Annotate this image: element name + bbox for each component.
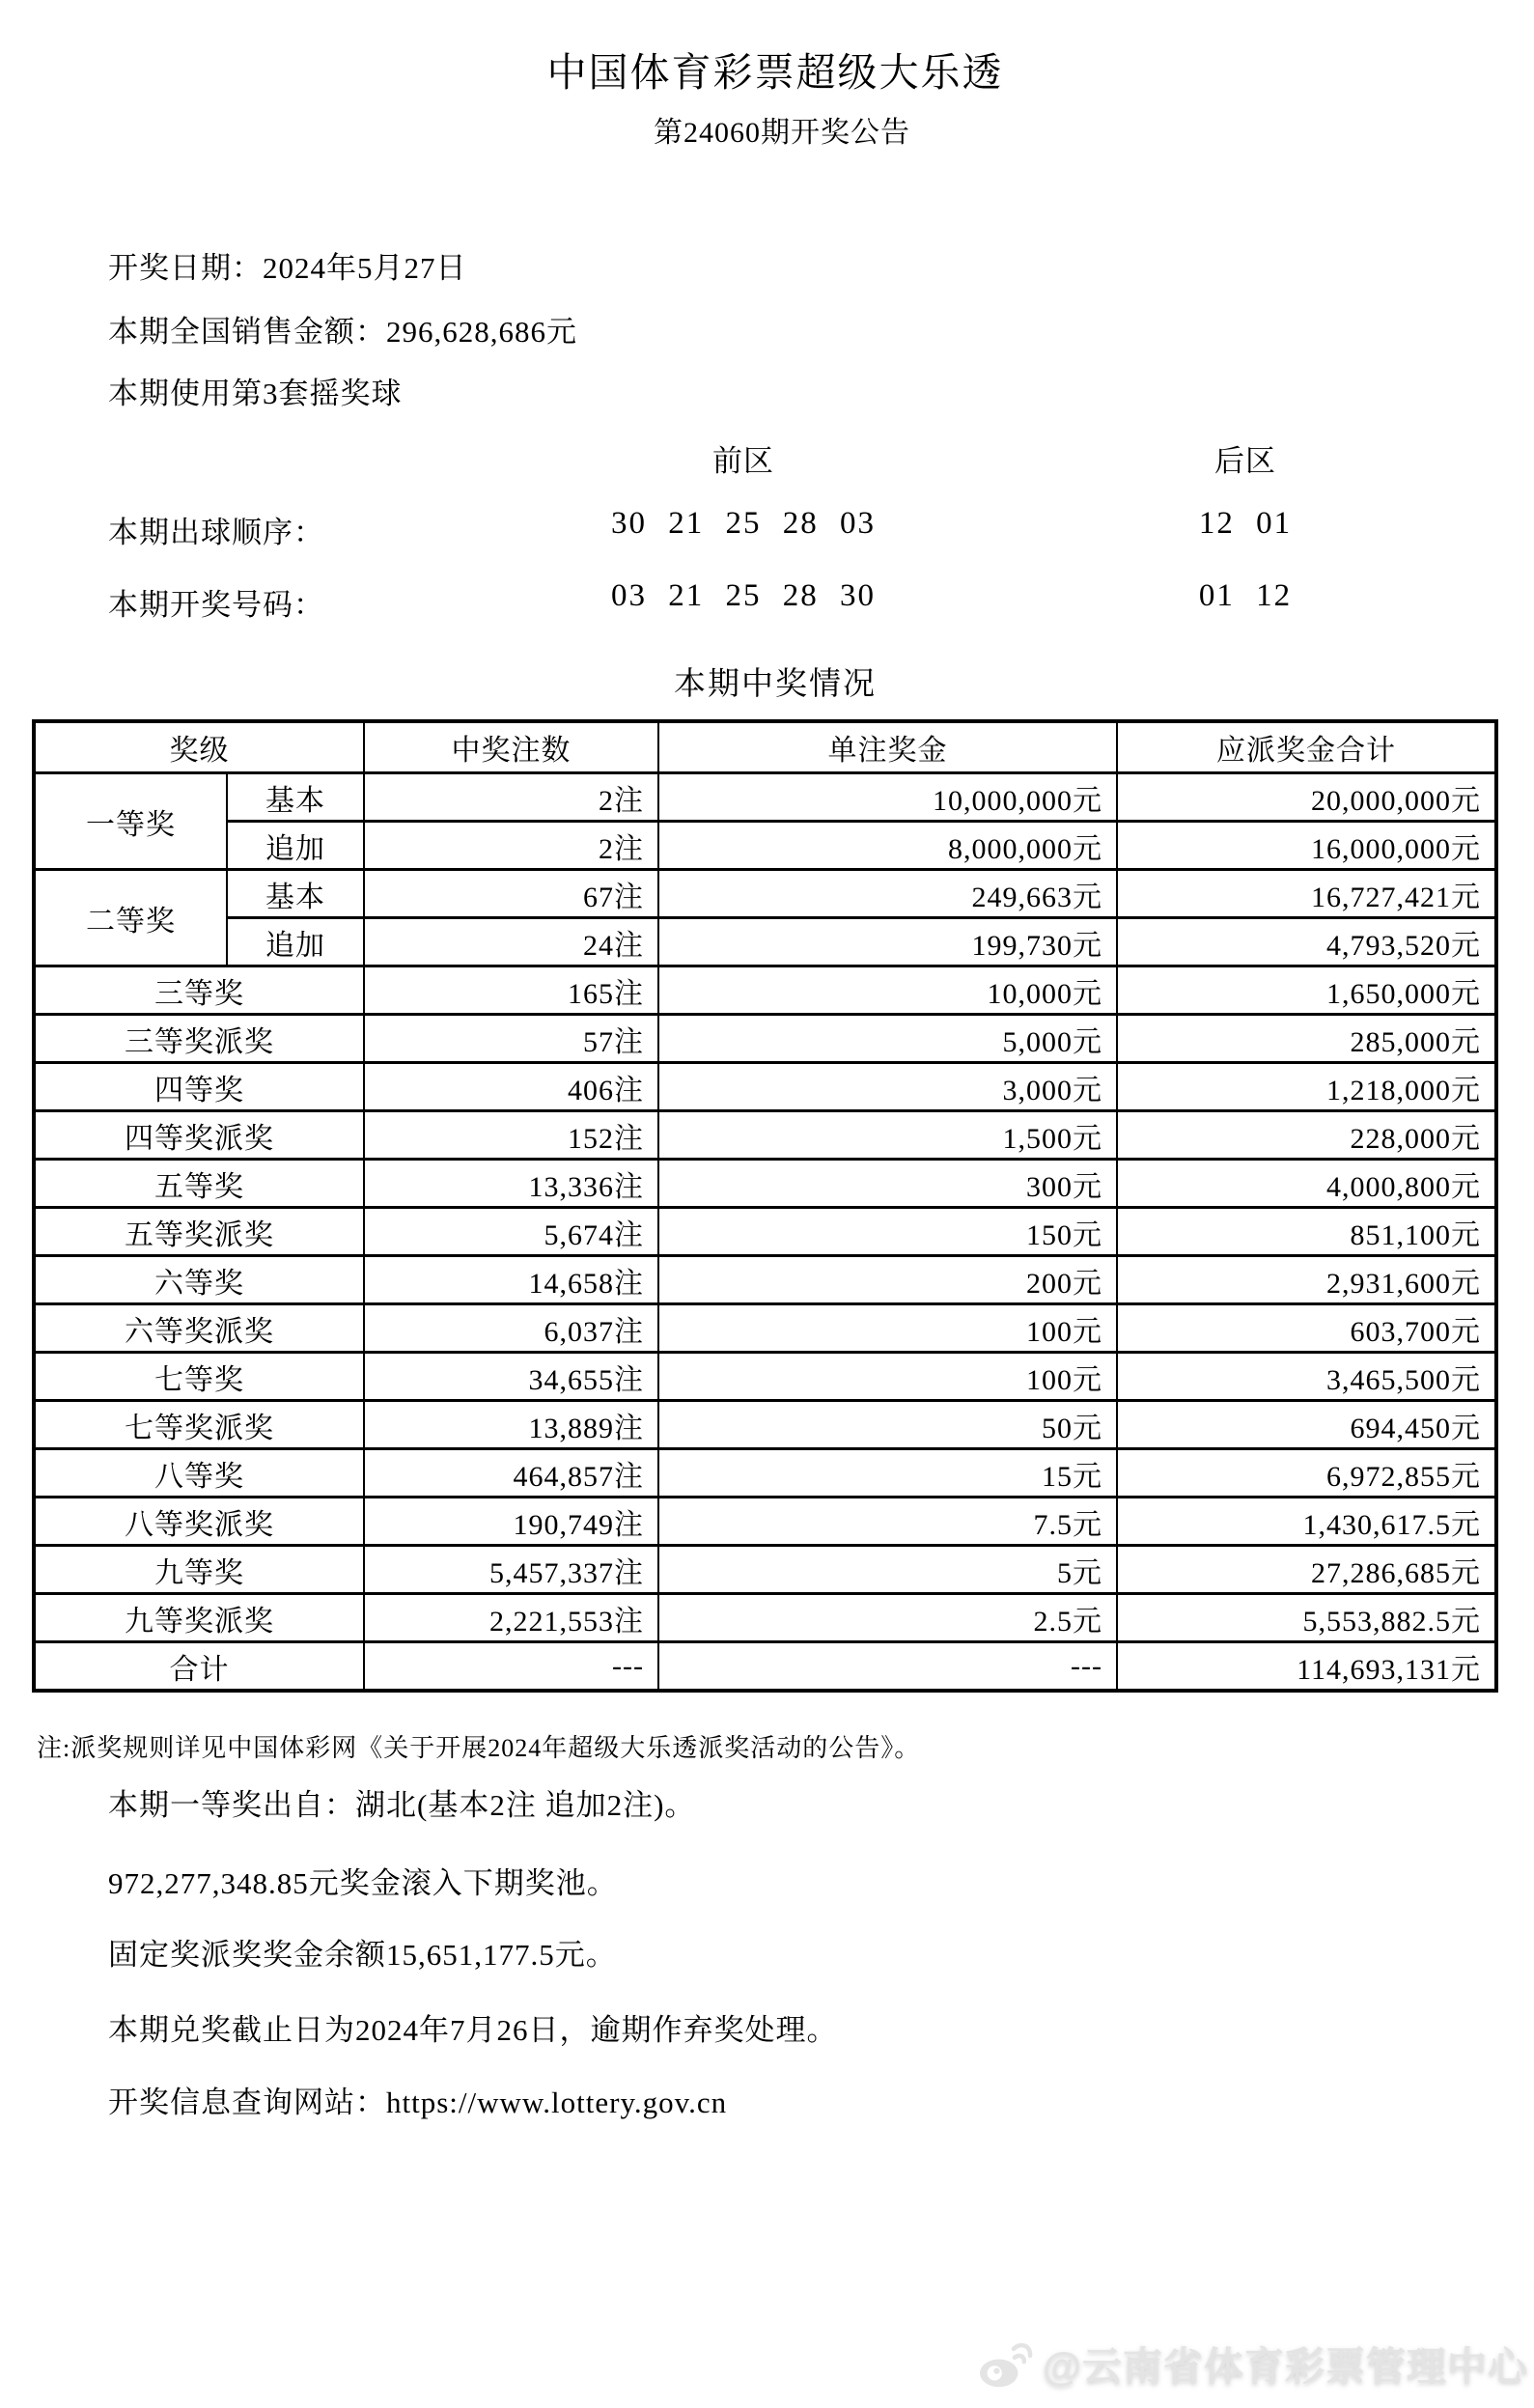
cell-total: 285,000元 [1117,1015,1496,1063]
cell-total: 4,000,800元 [1117,1160,1496,1208]
cell-total: 16,000,000元 [1117,822,1496,870]
cell-count: 152注 [364,1111,658,1160]
cell-level: 七等奖派奖 [34,1401,364,1449]
cell-level: 八等奖派奖 [34,1498,364,1546]
cell-total: 1,650,000元 [1117,966,1496,1015]
table-row [34,822,1496,870]
cell-level: 四等奖 [34,1063,364,1111]
cell-total: 3,465,500元 [1117,1353,1496,1401]
cell-total: 16,727,421元 [1117,870,1496,918]
table-row [34,1449,1496,1498]
draw-order-front-numbers: 30 21 25 28 03 [611,506,876,541]
cell-count: 2,221,553注 [364,1594,658,1642]
cell-total: 27,286,685元 [1117,1546,1496,1594]
cell-total: 114,693,131元 [1117,1642,1496,1692]
table-row [34,918,1496,966]
cell-count: 190,749注 [364,1498,658,1546]
table-row [34,1256,1496,1304]
cell-prize: 300元 [658,1160,1117,1208]
cell-count: 2注 [364,822,658,870]
winning-front-numbers: 03 21 25 28 30 [611,578,876,613]
table-row [34,1208,1496,1256]
cell-count: 13,336注 [364,1160,658,1208]
table-row [34,1353,1496,1401]
table-row [34,1401,1496,1449]
ball-set-line: 本期使用第3套摇奖球 [108,377,403,410]
cell-level: 六等奖 [34,1256,364,1304]
fixed-prize-balance-line: 固定奖派奖奖金余额15,651,177.5元。 [108,1938,617,1972]
table-row-total [34,1642,1496,1692]
header-prize-level: 奖级 [34,721,364,773]
cell-sublevel: 基本 [227,870,364,918]
cell-level: 二等奖 [34,870,227,966]
cell-sublevel: 追加 [227,918,364,966]
table-row [34,1015,1496,1063]
cell-count: 57注 [364,1015,658,1063]
cell-count: 13,889注 [364,1401,658,1449]
draw-order-label: 本期出球顺序： [108,516,324,549]
cell-count: 34,655注 [364,1353,658,1401]
cell-count: 165注 [364,966,658,1015]
cell-count: 464,857注 [364,1449,658,1498]
cell-level: 一等奖 [34,773,227,870]
cell-level: 七等奖 [34,1353,364,1401]
cell-sublevel: 追加 [227,822,364,870]
cell-level: 五等奖 [34,1160,364,1208]
table-row [34,1594,1496,1642]
cell-total: 20,000,000元 [1117,773,1496,822]
cell-prize: 199,730元 [658,918,1117,966]
cell-total: 694,450元 [1117,1401,1496,1449]
cell-prize: 15元 [658,1449,1117,1498]
cell-prize: 249,663元 [658,870,1117,918]
cell-prize: 10,000,000元 [658,773,1117,822]
cell-prize: 2.5元 [658,1594,1117,1642]
claim-deadline-line: 本期兑奖截止日为2024年7月26日，逾期作弃奖处理。 [108,2013,838,2047]
rear-zone-header: 后区 [1214,444,1276,478]
cell-count: --- [364,1642,658,1692]
cell-prize: 100元 [658,1353,1117,1401]
table-row [34,1498,1496,1546]
cell-prize: 7.5元 [658,1498,1117,1546]
cell-level: 六等奖派奖 [34,1304,364,1353]
table-row [34,1160,1496,1208]
cell-level: 四等奖派奖 [34,1111,364,1160]
first-prize-origin-line: 本期一等奖出自：湖北(基本2注 追加2注)。 [108,1788,696,1822]
cell-prize: 10,000元 [658,966,1117,1015]
page-subtitle: 第24060期开奖公告 [654,117,910,149]
table-row [34,1063,1496,1111]
cell-prize: 100元 [658,1304,1117,1353]
draw-order-rear-numbers: 12 01 [1198,506,1293,541]
draw-date-line: 开奖日期：2024年5月27日 [108,251,467,285]
cell-prize: 5,000元 [658,1015,1117,1063]
cell-level: 三等奖 [34,966,364,1015]
table-row [34,773,1496,822]
cell-level: 八等奖 [34,1449,364,1498]
info-website-line: 开奖信息查询网站：https://www.lottery.gov.cn [108,2086,728,2119]
cell-count: 14,658注 [364,1256,658,1304]
cell-total: 228,000元 [1117,1111,1496,1160]
cell-prize: 5元 [658,1546,1117,1594]
winning-numbers-label: 本期开奖号码： [108,588,324,622]
prize-results-table [32,719,1498,1693]
header-winner-count: 中奖注数 [364,721,658,773]
watermark-text: @云南省体育彩票管理中心 [1043,2344,1528,2389]
cell-total: 1,218,000元 [1117,1063,1496,1111]
cell-total: 851,100元 [1117,1208,1496,1256]
cell-count: 2注 [364,773,658,822]
front-zone-header: 前区 [712,444,774,478]
cell-count: 5,457,337注 [364,1546,658,1594]
jackpot-rollover-line: 972,277,348.85元奖金滚入下期奖池。 [108,1866,618,1900]
results-section-title: 本期中奖情况 [674,667,877,702]
cell-count: 67注 [364,870,658,918]
cell-count: 6,037注 [364,1304,658,1353]
cell-total: 1,430,617.5元 [1117,1498,1496,1546]
cell-prize: 50元 [658,1401,1117,1449]
cell-prize: 1,500元 [658,1111,1117,1160]
cell-sublevel: 基本 [227,773,364,822]
watermark [977,2335,1528,2392]
table-row [34,1304,1496,1353]
cell-prize: 8,000,000元 [658,822,1117,870]
table-row [34,1546,1496,1594]
cell-total: 2,931,600元 [1117,1256,1496,1304]
cell-count: 24注 [364,918,658,966]
sales-amount-line: 本期全国销售金额：296,628,686元 [108,315,577,349]
cell-prize: 200元 [658,1256,1117,1304]
cell-count: 406注 [364,1063,658,1111]
winning-rear-numbers: 01 12 [1198,578,1293,613]
table-header-row [34,721,1496,773]
cell-prize: --- [658,1642,1117,1692]
cell-level: 三等奖派奖 [34,1015,364,1063]
cell-total: 603,700元 [1117,1304,1496,1353]
table-row [34,966,1496,1015]
cell-count: 5,674注 [364,1208,658,1256]
header-total-payout: 应派奖金合计 [1117,721,1496,773]
cell-level: 九等奖 [34,1546,364,1594]
cell-total: 5,553,882.5元 [1117,1594,1496,1642]
cell-total: 4,793,520元 [1117,918,1496,966]
cell-prize: 150元 [658,1208,1117,1256]
table-note: 注:派奖规则详见中国体彩网《关于开展2024年超级大乐透派奖活动的公告》。 [37,1734,921,1762]
cell-level: 五等奖派奖 [34,1208,364,1256]
weibo-icon [977,2338,1033,2389]
table-row [34,870,1496,918]
cell-total: 6,972,855元 [1117,1449,1496,1498]
table-row [34,1111,1496,1160]
header-single-prize: 单注奖金 [658,721,1117,773]
cell-level: 合计 [34,1642,364,1692]
cell-prize: 3,000元 [658,1063,1117,1111]
page-title: 中国体育彩票超级大乐透 [546,50,1004,95]
cell-level: 九等奖派奖 [34,1594,364,1642]
